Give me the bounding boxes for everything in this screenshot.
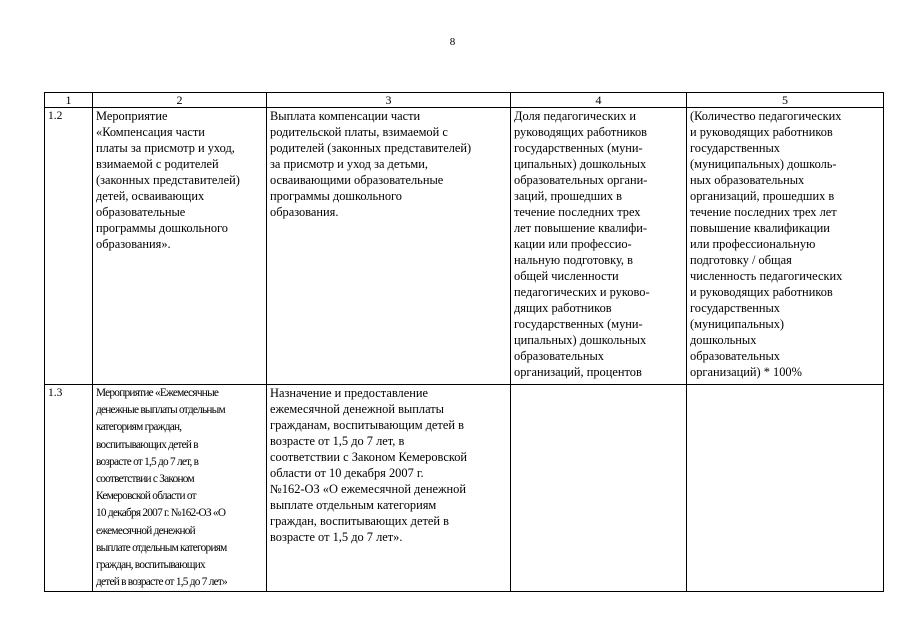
indicator-formula: (Количество педагогических и руководящих работников государственных (муниципальных) дошколь- ных образовательных организаций, прошедших в течение последних трех лет повышение квалификации или профессиональную подготовку / общая численность педагогических и руководящих работников государственных (муниципальных) дошкольных образовательных организаций) * 100% (690, 109, 843, 379)
table-row (45, 385, 884, 592)
event-description: Выплата компенсации части родительской платы, взимаемой с родителей (законных представителей) за присмотр и уход за детьми, осваивающими образовательные программы дошкольного образования. (270, 109, 472, 219)
event-description: Назначение и предоставление ежемесячной денежной выплаты гражданам, воспитывающим детей в возрасте от 1,5 до 7 лет, в соответствии с Законом Кемеровской области от 10 декабря 2007 г. №162-ОЗ «О ежемесячной денежной выплате отдельным категориям граждан, воспитывающих детей в возрасте от 1,5 до 7 лет». (270, 386, 468, 544)
column-header-5: 5 (687, 93, 884, 108)
indicator-name: Доля педагогических и руководящих работников государственных (муни- ципальных) дошкольных образовательных органи- заций, прошедших в течение последних трех лет повышение квалифи- кации или профессио- нальную подготовку, в общей численности педагогических и руково- дящих работников государственных (муни- ципальных) дошкольных образовательных организаций, процентов (514, 109, 650, 379)
column-header-4: 4 (511, 93, 687, 108)
formula-cell (687, 108, 884, 385)
column-header-2: 2 (93, 93, 267, 108)
indicator-cell (511, 108, 687, 385)
row-number-cell (45, 108, 93, 385)
row-number: 1.2 (48, 110, 63, 122)
page-number: 8 (449, 36, 456, 48)
event-description-cell (267, 385, 511, 592)
table-row (45, 108, 884, 385)
header-row (45, 93, 884, 108)
column-header-3: 3 (267, 93, 511, 108)
event-name: Мероприятие «Ежемесячные денежные выплаты отдельным категориям граждан, воспитывающих детей в возрасте от 1,5 до 7 лет, в соответствии с Законом Кемеровской области от 10 декабря 2007 г. №162-ОЗ «О ежемесячной денежной выплате отдельным категориям граждан, воспитывающих детей в возрасте от 1,5 до 7 лет» (96, 387, 227, 589)
program-measures-table (44, 92, 884, 592)
event-name-cell (93, 385, 267, 592)
event-name: Мероприятие «Компенсация части платы за присмотр и уход, взимаемой с родителей (законных представителей) детей, осваивающих образовательные программы дошкольного образования». (96, 109, 240, 251)
row-number: 1.3 (48, 387, 63, 399)
indicator-cell (511, 385, 687, 592)
event-description-cell (267, 108, 511, 385)
event-name-cell (93, 108, 267, 385)
formula-cell (687, 385, 884, 592)
row-number-cell (45, 385, 93, 592)
column-header-1: 1 (45, 93, 93, 108)
